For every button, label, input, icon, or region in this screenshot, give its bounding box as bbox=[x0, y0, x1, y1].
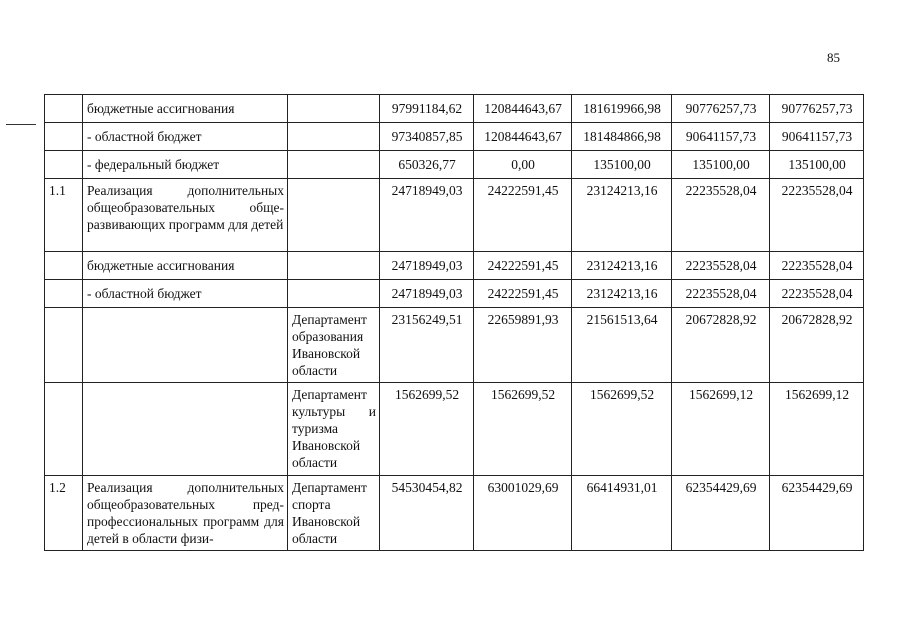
value-cell: 181619966,98 bbox=[572, 95, 672, 123]
table-row bbox=[45, 308, 864, 383]
table-row bbox=[45, 252, 864, 280]
value-cell: 181484866,98 bbox=[572, 123, 672, 151]
row-department bbox=[288, 179, 380, 252]
value-cell: 24718949,03 bbox=[380, 179, 474, 252]
row-name: Реализация дополнительных общеобразовательных обще-развивающих программ для детей bbox=[83, 179, 288, 252]
value-cell: 90776257,73 bbox=[672, 95, 770, 123]
row-department: Департамент образования Ивановской области bbox=[288, 308, 380, 383]
value-cell: 23124213,16 bbox=[572, 252, 672, 280]
value-cell: 22235528,04 bbox=[770, 280, 864, 308]
row-name: бюджетные ассигнования bbox=[83, 95, 288, 123]
row-name: бюджетные ассигнования bbox=[83, 252, 288, 280]
row-name bbox=[83, 308, 288, 383]
row-index bbox=[45, 95, 83, 123]
value-cell: 22235528,04 bbox=[672, 179, 770, 252]
table-row bbox=[45, 123, 864, 151]
row-name: - областной бюджет bbox=[83, 123, 288, 151]
value-cell: 21561513,64 bbox=[572, 308, 672, 383]
row-department: Департамент спорта Ивановской области bbox=[288, 476, 380, 551]
value-cell: 90641157,73 bbox=[672, 123, 770, 151]
value-cell: 120844643,67 bbox=[474, 95, 572, 123]
row-name: Реализация дополнительных общеобразовательных пред-профессиональных программ для детей в области физи- bbox=[83, 476, 288, 551]
margin-mark bbox=[6, 124, 36, 125]
value-cell: 97991184,62 bbox=[380, 95, 474, 123]
value-cell: 24222591,45 bbox=[474, 179, 572, 252]
value-cell: 24718949,03 bbox=[380, 280, 474, 308]
row-index bbox=[45, 308, 83, 383]
value-cell: 66414931,01 bbox=[572, 476, 672, 551]
table-row bbox=[45, 476, 864, 551]
value-cell: 135100,00 bbox=[770, 151, 864, 179]
value-cell: 97340857,85 bbox=[380, 123, 474, 151]
value-cell: 1562699,12 bbox=[672, 383, 770, 476]
value-cell: 22235528,04 bbox=[672, 252, 770, 280]
table-row bbox=[45, 383, 864, 476]
row-index bbox=[45, 123, 83, 151]
value-cell: 23124213,16 bbox=[572, 179, 672, 252]
row-index bbox=[45, 383, 83, 476]
value-cell: 135100,00 bbox=[572, 151, 672, 179]
table-row bbox=[45, 179, 864, 252]
row-name: - областной бюджет bbox=[83, 280, 288, 308]
value-cell: 63001029,69 bbox=[474, 476, 572, 551]
value-cell: 90641157,73 bbox=[770, 123, 864, 151]
value-cell: 22235528,04 bbox=[672, 280, 770, 308]
value-cell: 22235528,04 bbox=[770, 179, 864, 252]
row-department: Департамент культуры и туризма Ивановской области bbox=[288, 383, 380, 476]
row-index: 1.1 bbox=[45, 179, 83, 252]
value-cell: 90776257,73 bbox=[770, 95, 864, 123]
value-cell: 24718949,03 bbox=[380, 252, 474, 280]
row-name bbox=[83, 383, 288, 476]
value-cell: 0,00 bbox=[474, 151, 572, 179]
row-index: 1.2 bbox=[45, 476, 83, 551]
value-cell: 23124213,16 bbox=[572, 280, 672, 308]
value-cell: 135100,00 bbox=[672, 151, 770, 179]
value-cell: 62354429,69 bbox=[770, 476, 864, 551]
value-cell: 62354429,69 bbox=[672, 476, 770, 551]
value-cell: 54530454,82 bbox=[380, 476, 474, 551]
value-cell: 650326,77 bbox=[380, 151, 474, 179]
value-cell: 120844643,67 bbox=[474, 123, 572, 151]
row-department bbox=[288, 95, 380, 123]
row-department bbox=[288, 151, 380, 179]
value-cell: 23156249,51 bbox=[380, 308, 474, 383]
value-cell: 1562699,52 bbox=[572, 383, 672, 476]
value-cell: 24222591,45 bbox=[474, 252, 572, 280]
value-cell: 1562699,52 bbox=[380, 383, 474, 476]
row-department bbox=[288, 123, 380, 151]
page-number: 85 bbox=[827, 50, 840, 65]
table-row bbox=[45, 280, 864, 308]
table-row bbox=[45, 95, 864, 123]
row-name: - федеральный бюджет bbox=[83, 151, 288, 179]
row-department bbox=[288, 280, 380, 308]
table-row bbox=[45, 151, 864, 179]
value-cell: 20672828,92 bbox=[672, 308, 770, 383]
row-index bbox=[45, 252, 83, 280]
value-cell: 1562699,12 bbox=[770, 383, 864, 476]
value-cell: 20672828,92 bbox=[770, 308, 864, 383]
row-index bbox=[45, 280, 83, 308]
budget-table bbox=[44, 94, 864, 551]
value-cell: 24222591,45 bbox=[474, 280, 572, 308]
row-index bbox=[45, 151, 83, 179]
value-cell: 22659891,93 bbox=[474, 308, 572, 383]
value-cell: 1562699,52 bbox=[474, 383, 572, 476]
row-department bbox=[288, 252, 380, 280]
value-cell: 22235528,04 bbox=[770, 252, 864, 280]
